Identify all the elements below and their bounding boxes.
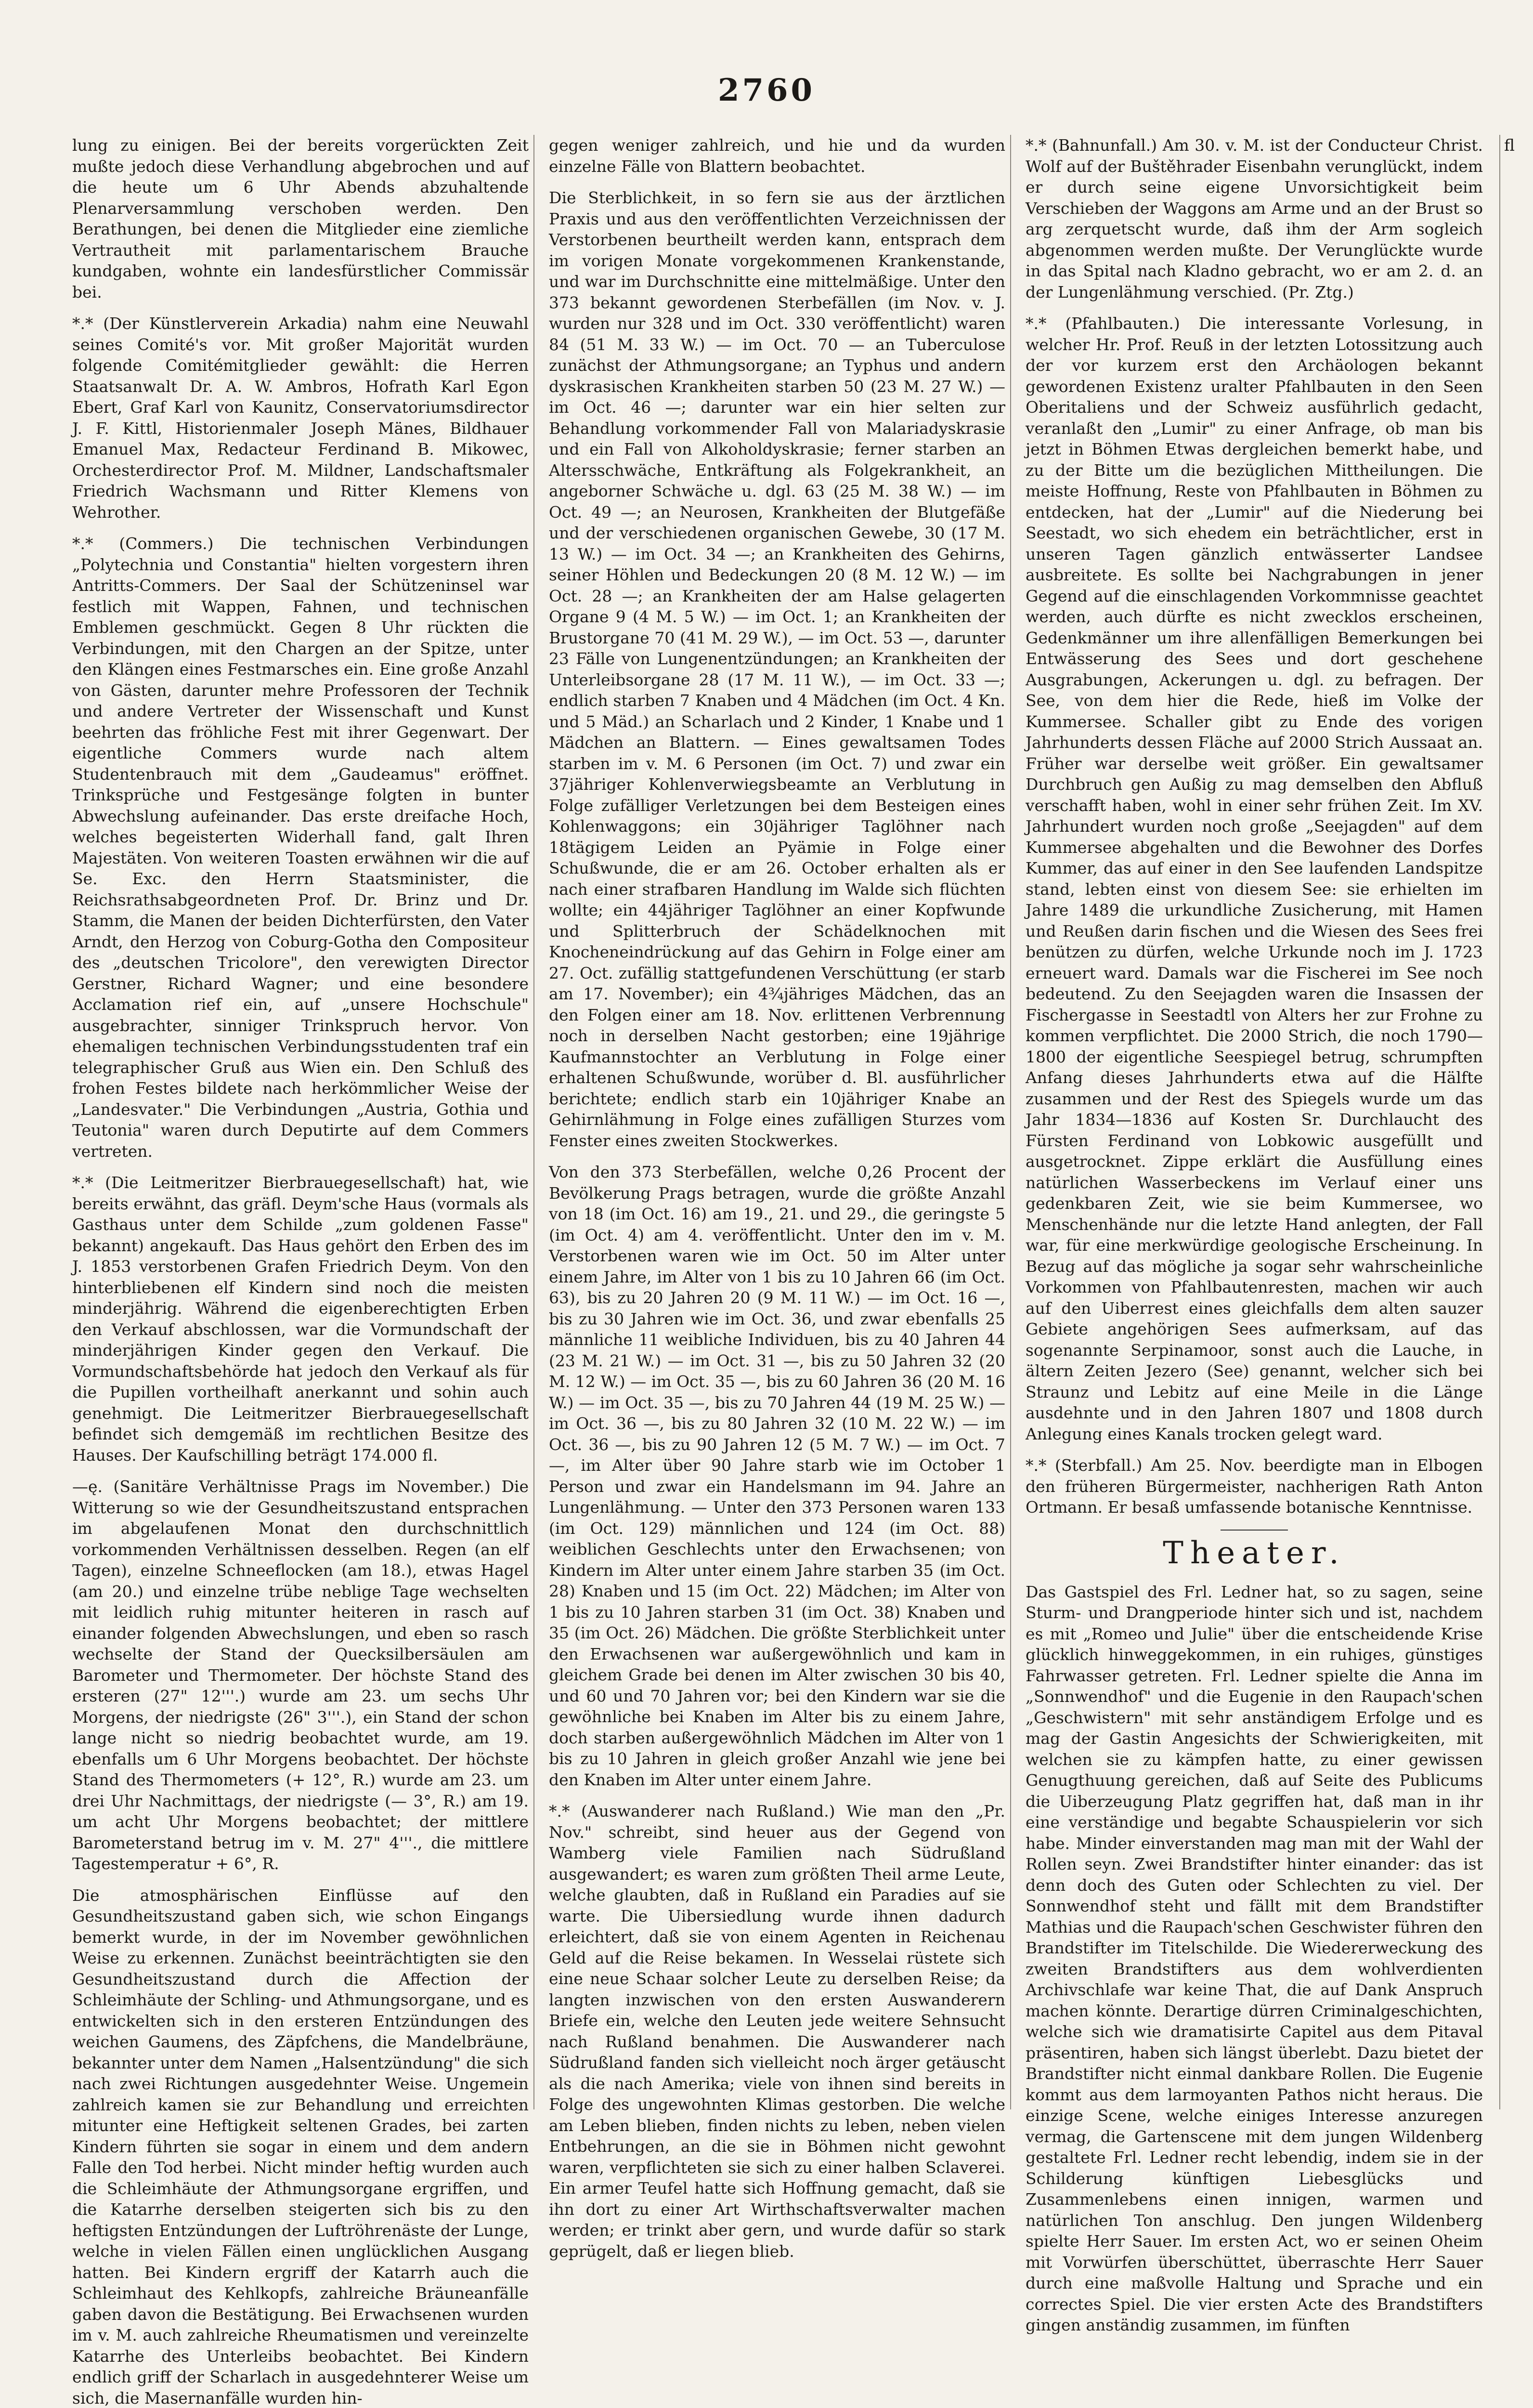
article-paragraph: Die atmosphärischen Einflüsse auf den Gesundheitszustand gaben sich, wie schon Eingangs bemerkt wurde, in der im November gewöhnlichen Weise zu erkennen. Zunächst beeinträchtigten sie den Gesundheitszustand durch die Affection der Schleimhäute der Schling- und Athmungsorgane, und es entwickelten sich in den ersteren Entzündungen des weichen Gaumens, des Zäpfchens, die Mandelbräune, bekannter unter dem Namen „Halsentzündung" die sich nach zwei Richtungen ausgedehnter Weise. Ungemein zahlreich kamen sie zur Behandlung und erreichten mitunter eine Heftigkeit seltenen Grades, bei zarten Kindern führten sie sogar in einem und dem andern Falle den Tod herbei. Nicht minder heftig wurden auch die Schleimhäute der Athmungsorgane ergriffen, und die Katarrhe derselben steigerten sich bis zu den heftigsten Entzündungen der Luftröhrenäste der Lunge, welche in vielen Fällen einen unglücklichen Ausgang hatten. Bei Kindern ergriff der Katarrh auch die Schleimhaut des Kehlkopfs, zahlreiche Bräuneanfälle gaben davon die Bestätigung. Bei Erwachsenen wurden im v. M. auch zahlreiche Rheumatismen und vereinzelte Katarrhe des Unterleibs beobachtet. Bei Kindern endlich griff der Scharlach in ausgedehnterer Weise um sich, die Masernanfälle wurden hin-: [72, 1885, 529, 2408]
article-paragraph: Von den 373 Sterbefällen, welche 0,26 Procent der Bevölkerung Prags betragen, wurde die größte Anzahl von 18 (im Oct. 16) am 19., 21. und 29., die geringste 5 (im Oct. 4) am 4. veröffentlicht. Unter den im v. M. Verstorbenen waren wie im Oct. 50 im Alter unter einem Jahre, im Alter von 1 bis zu 10 Jahren 66 (im Oct. 63), bis zu 20 Jahren 20 (9 M. 11 W.) — im Oct. 16 —, bis zu 30 Jahren wie im Oct. 36, und zwar ebenfalls 25 männliche 11 weibliche Individuen, bis zu 40 Jahren 44 (23 M. 21 W.) — im Oct. 31 —, bis zu 50 Jahren 32 (20 M. 12 W.) — im Oct. 35 —, bis zu 60 Jahren 36 (20 M. 16 W.) — im Oct. 35 —, bis zu 70 Jahren 44 (19 M. 25 W.) — im Oct. 36 —, bis zu 80 Jahren 32 (10 M. 22 W.) — im Oct. 36 —, bis zu 90 Jahren 12 (5 M. 7 W.) — im Oct. 7 —, im Alter über 90 Jahre starb wie im October 1 Person und zwar ein Handelsmann im 94. Jahre an Lungenlähmung. — Unter den 373 Personen waren 133 (im Oct. 129) männlichen und 124 (im Oct. 88) weiblichen Geschlechts unter den Erwachsenen; von Kindern im Alter unter einem Jahre starben 35 (im Oct. 28) Knaben und 15 (im Oct. 22) Mädchen; im Alter von 1 bis zu 10 Jahren starben 31 (im Oct. 38) Knaben und 35 (im Oct. 26) Mädchen. Die größte Sterblichkeit unter den Erwachsenen war außergewöhnlich und kam in gleichem Grade bei denen im Alter zwischen 30 bis 40, und 60 und 70 Jahren vor; bei den Kindern war sie die gewöhnliche bei Knaben im Alter bis zu einem Jahre, doch starben außergewöhnlich Mädchen im Alter von 1 bis zu 10 Jahren in gleich großer Anzahl wie jene bei den Knaben im Alter unter einem Jahre.: [549, 1162, 1005, 1790]
article-paragraph: gegen weniger zahlreich, und hie und da wurden einzelne Fälle von Blattern beobachtet.: [549, 135, 1005, 177]
article-paragraph: Das Gastspiel des Frl. Ledner hat, so zu sagen, seine Sturm- und Drangperiode hinter sich und ist, nachdem es mit „Romeo und Julie" über die entscheidende Krise glücklich hinweggekommen, in ein ruhiges, günstiges Fahrwasser getreten. Frl. Ledner spielte die Anna im „Sonnwendhof" und die Eugenie in den Raupach'schen „Geschwistern" mit sehr anständigem Erfolge und es mag der Gastin Angesichts der Schwierigkeiten, mit welchen sie zu kämpfen hatte, zu einer gewissen Genugthuung gereichen, daß auf Seite des Publicums die Uiberzeugung Platz gegriffen hat, daß man in ihr eine verständige und begabte Schauspielerin vor sich habe. Minder einverstanden mag man mit der Wahl der Rollen seyn. Zwei Brandstifter hinter einander: das ist denn doch des Guten oder Schlechten zu viel. Der Sonnwendhof steht und fällt mit dem Brandstifter Mathias und die Raupach'schen Geschwister führen den Brandstifter im Titelschilde. Die Wiedererweckung des zweiten Brandstifters aus dem wohlverdienten Archivschlafe war keine That, die auf Dank Anspruch machen könnte. Derartige dürren Criminalgeschichten, welche sich wie dramatisirte Capitel aus dem Pitaval präsentiren, haben sich längst überlebt. Dazu bietet der Brandstifter nicht einmal dankbare Rollen. Die Eugenie kommt aus dem larmoyanten Pathos nicht heraus. Die einzige Scene, welche einiges Interesse anzuregen vermag, die Gartenscene mit dem jungen Wildenberg gestaltete Frl. Ledner recht lebendig, indem sie in der Schilderung künftigen Liebesglücks und Zusammenlebens einen innigen, warmen und natürlichen Ton anschlug. Den jungen Wildenberg spielte Herr Sauer. Im ersten Act, wo er seinen Oheim mit Vorwürfen überschüttet, überraschte Herr Sauer durch eine maßvolle Haltung und Sprache und ein correctes Spiel. Die vier ersten Acte des Brandstifters gingen anständig zusammen, im fünften: [1026, 1582, 1483, 2336]
article-paragraph: *.* (Pfahlbauten.) Die interessante Vorlesung, in welcher Hr. Prof. Reuß in der letzten Lotossitzung auch der vor kurzem erst den Archäologen bekannt gewordenen Existenz uralter Pfahlbauten in den Seen Oberitaliens und der Schweiz ausführlich gedacht, veranlaßt den „Lumir" zu einer Anfrage, ob man bis jetzt in Böhmen Etwas dergleichen bemerkt habe, und zu der Bitte um die bezüglichen Mittheilungen. Die meiste Hoffnung, Reste von Pfahlbauten in Böhmen zu entdecken, hat der „Lumir" auf die Niederung bei Seestadt, wo sich ehedem ein beträchtlicher, erst in unseren Tagen gänzlich entwässerter Landsee ausbreitete. Es sollte bei Nachgrabungen in jener Gegend auf die einschlagenden Vorkommnisse geachtet werden, auch dürfte es nicht zwecklos erscheinen, Gedenkmänner um ihre allenfälligen Bemerkungen bei Entwässerung des Sees und dort geschehene Ausgrabungen, Ackerungen u. dgl. zu befragen. Der See, von dem hier die Rede, hieß im Volke der Kummersee. Schaller gibt zu Ende des vorigen Jahrhunderts dessen Fläche auf 2000 Strich Aussaat an. Früher war derselbe weit größer. Ein gewaltsamer Durchbruch gen Außig zu mag demselben den Abfluß verschafft haben, wohl in einer sehr frühen Zeit. Im XV. Jahrhundert wurden noch große „Seejagden" auf dem Kummersee abgehalten und die Bewohner des Dorfes Kummer, das auf einer in den See laufenden Landspitze stand, lebten einst von diesem See: sie erhielten im Jahre 1489 die urkundliche Zusicherung, mit Hamen und Reußen darin fischen und die Wiesen des Sees frei benützen zu dürfen, welche Urkunde noch im J. 1723 erneuert ward. Damals war die Fischerei im See noch bedeutend. Zu den Seejagden waren die Insassen der Fischergasse in Seestadtl von Alters her zur Frohne zu kommen verpflichtet. Die 2000 Strich, die noch 1790—1800 der eigentliche Seespiegel betrug, schrumpften Anfang dieses Jahrhunderts etwa auf die Hälfte zusammen und der Rest des Spiegels wurde um das Jahr 1834—1836 auf Kosten Sr. Durchlaucht des Fürsten Ferdinand von Lobkowic ausgefüllt und ausgetrocknet. Zippe erklärt die Ausfüllung eines natürlichen Wasserbeckens im Verlauf einer uns gedenkbaren Zeit, wie sie beim Kummersee, wo Menschenhände nur die letzte Hand anlegten, der Fall war, für eine merkwürdige geologische Erscheinung. In Bezug auf das mögliche ja sogar sehr wahrscheinliche Vorkommen von Pfahlbautenresten, machen wir auch auf den Uiberrest eines gleichfalls dem alten sauzer Gebiete angehörigen Sees aufmerksam, auf das sogenannte Serpinamoor, sonst auch die Lauche, in ältern Zeiten Jezero (See) genannt, welcher sich bei Straunz und Lebitz auf eine Meile in die Länge ausdehnte und in den Jahren 1807 und 1808 durch Anlegung eines Kanals trocken gelegt ward.: [1026, 313, 1483, 1444]
column-2: [549, 135, 1011, 2109]
article-paragraph: *.* (Die Leitmeritzer Bierbrauegesellschaft) hat, wie bereits erwähnt, das gräfl. Deym'sche Haus (vormals als Gasthaus unter dem Schilde „zum goldenen Fasse" bekannt) angekauft. Das Haus gehört den Erben des im J. 1853 verstorbenen Grafen Friedrich Deym. Von den hinterbliebenen elf Kindern sind noch die meisten minderjährig. Während die eigenberechtigten Erben den Verkauf abschlossen, war die Vormundschaft der minderjährigen Kinder gegen den Verkauf. Die Vormundschaftsbehörde hat jedoch den Verkauf als für die Pupillen vortheilhaft anerkannt und sohin auch genehmigt. Die Leitmeritzer Bierbrauegesellschaft befindet sich demgemäß im rechtlichen Besitze des Hauses. Der Kaufschilling beträgt 174.000 fl.: [72, 1172, 529, 1466]
article-paragraph: *.* (Sterbfall.) Am 25. Nov. beerdigte man in Elbogen den früheren Bürgermeister, nachherigen Rath Anton Ortmann. Er besaß umfassende botanische Kenntnisse.: [1026, 1455, 1483, 1518]
page-number: 2760: [0, 72, 1533, 108]
article-paragraph: lung zu einigen. Bei der bereits vorgerückten Zeit mußte jedoch diese Verhandlung abgebrochen und auf die heute um 6 Uhr Abends abzuhaltende Plenarversammlung verschoben werden. Den Berathungen, bei denen die Mitglieder eine ziemliche Vertrautheit mit parlamentarischem Brauche kundgaben, wohnte ein landesfürstlicher Commissär bei.: [72, 135, 529, 302]
article-paragraph: *.* (Bahnunfall.) Am 30. v. M. ist der Conducteur Christ. Wolf auf der Buštěhrader Eisenbahn verunglückt, indem er durch seine eigene Unvorsichtigkeit beim Verschieben der Waggons am Arme und an der Brust so arg zerquetscht wurde, daß ihm der Arm sogleich abgenommen werden mußte. Der Verunglückte wurde in das Spital nach Kladno gebracht, wo er am 2. d. an der Lungenlähmung verschied. (Pr. Ztg.): [1026, 135, 1483, 302]
article-paragraph: *.* (Der Künstlerverein Arkadia) nahm eine Neuwahl seines Comité's vor. Mit großer Majorität wurden folgende Comitémitglieder gewählt: die Herren Staatsanwalt Dr. A. W. Ambros, Hofrath Karl Egon Ebert, Graf Karl von Kaunitz, Conservatoriumsdirector J. F. Kittl, Historienmaler Joseph Mänes, Bildhauer Emanuel Max, Redacteur Ferdinand B. Mikowec, Orchesterdirector Prof. M. Mildner, Landschaftsmaler Friedrich Wachsmann und Ritter Klemens von Wehrother.: [72, 313, 529, 523]
text-columns: [72, 135, 1497, 2109]
section-divider: [1221, 1530, 1288, 1531]
article-paragraph: Die Sterblichkeit, in so fern sie aus der ärztlichen Praxis und aus den veröffentlichten Verzeichnissen der Verstorbenen beurtheilt werden kann, entsprach dem im vorigen Monate vorgekommenen Krankenstande, und war im Durchschnitte eine mittelmäßige. Unter den 373 bekannt gewordenen Sterbefällen (im Nov. v. J. wurden nur 328 und im Oct. 330 veröffentlicht) waren 84 (51 M. 33 W.) — im Oct. 70 — an Tuberculose zunächst der Athmungsorgane; an Typhus und andern dyskrasischen Krankheiten starben 50 (23 M. 27 W.) — im Oct. 46 —; darunter war ein hier selten zur Behandlung vorkommender Fall von Malariadyskrasie und ein Fall von Alkoholdyskrasie; ferner starben an Altersschwäche, Entkräftung als Folgekrankheit, an angeborner Schwäche u. dgl. 63 (25 M. 38 W.) — im Oct. 49 —; an Neurosen, Krankheiten der Blutgefäße und der verschiedenen organischen Gewebe, 30 (17 M. 13 W.) — im Oct. 34 —; an Krankheiten des Gehirns, seiner Höhlen und Bedeckungen 20 (8 M. 12 W.) — im Oct. 28 —; an Krankheiten der am Halse gelagerten Organe 9 (4 M. 5 W.) — im Oct. 1; an Krankheiten der Brustorgane 70 (41 M. 29 W.), — im Oct. 53 —, darunter 23 Fälle von Lungenentzündungen; an Krankheiten der Unterleibsorgane 28 (17 M. 11 W.), — im Oct. 33 —; endlich starben 7 Knaben und 4 Mädchen (im Oct. 4 Kn. und 5 Mäd.) an Scharlach und 2 Kinder, 1 Knabe und 1 Mädchen an Blattern. — Eines gewaltsamen Todes starben im v. M. 6 Personen (im Oct. 7) und zwar ein 37jähriger Kohlenverwiegsbeamte an Verblutung in Folge zufälliger Verletzungen bei dem Besteigen eines Kohlenwaggons; ein 30jähriger Taglöhner nach 18tägigem Leiden an Pyämie in Folge einer Schußwunde, die er am 26. October erhalten als er nach einer strafbaren Handlung im Walde sich flüchten wollte; ein 44jähriger Taglöhner an einer Kopfwunde und Splitterbruch der Schädelknochen mit Knocheneindrückung auf das Gehirn in Folge einer am 27. Oct. zufällig stattgefundenen Verschüttung (er starb am 17. November); ein 4¾jähriges Mädchen, das an den Folgen einer am 18. Nov. erlittenen Verbrennung noch in derselben Nacht gestorben; eine 19jährige Kaufmannstochter an Verblutung in Folge einer erhaltenen Schußwunde, worüber d. Bl. ausführlicher berichtete; endlich starb ein 10jähriger Knabe an Gehirnlähmung in Folge eines zufälligen Sturzes vom Fenster eines zweiten Stockwerkes.: [549, 187, 1005, 1151]
column-1: [72, 135, 534, 2109]
article-paragraph: —ę. (Sanitäre Verhältnisse Prags im November.) Die Witterung so wie der Gesundheitszustand entsprachen im abgelaufenen Monat den durchschnittlich vorkommenden Verhältnissen desselben. Regen (an elf Tagen), einzelne Schneeflocken (am 18.), etwas Hagel (am 20.) und einzelne trübe neblige Tage wechselten mit leidlich ruhig mitunter heiteren in rasch auf einander folgenden Abwechslungen, und eben so rasch wechselte der Stand der Quecksilbersäulen am Barometer und Thermometer. Der höchste Stand des ersteren (27" 12'''.) wurde am 23. um sechs Uhr Morgens, der niedrigste (26" 3'''.), ein Stand der schon lange nicht so niedrig beobachtet wurde, am 19. ebenfalls um 6 Uhr Morgens beobachtet. Der höchste Stand des Thermometers (+ 12°, R.) wurde am 23. um drei Uhr Nachmittags, der niedrigste (— 3°, R.) am 19. um acht Uhr Morgens beobachtet; der mittlere Barometerstand betrug im v. M. 27" 4'''., die mittlere Tagestemperatur + 6°, R.: [72, 1476, 529, 1874]
article-paragraph: *.* (Auswanderer nach Rußland.) Wie man den „Pr. Nov." schreibt, sind heuer aus der Gegend von Wamberg viele Familien nach Südrußland ausgewandert; es waren zum größten Theil arme Leute, welche glaubten, daß in Rußland ein Paradies auf sie warte. Die Uibersiedlung wurde ihnen dadurch erleichtert, daß sie von einem Agenten in Reichenau Geld auf die Reise bekamen. In Wesselai rüstete sich eine neue Schaar solcher Leute zu derselben Reise; da langten inzwischen von den ersten Auswanderern Briefe ein, welche den Leuten jede weitere Sehnsucht nach Rußland benahmen. Die Auswanderer nach Südrußland fanden sich vielleicht noch ärger getäuscht als die nach Amerika; viele von ihnen sind bereits in Folge des ungewohnten Klimas gestorben. Die welche am Leben blieben, finden nichts zu leben, neben vielen Entbehrungen, an die sie in Böhmen nicht gewohnt waren, verpflichteten sie sich zu einer halben Sclaverei. Ein armer Teufel hatte sich Hoffnung gemacht, daß sie ihn dort zu einer Art Wirthschaftsverwalter machen werden; er trinkt aber gern, und wurde dafür so stark geprügelt, daß er liegen blieb.: [549, 1801, 1005, 2262]
column-3: [1026, 135, 1488, 2109]
article-paragraph: *.* (Commers.) Die technischen Verbindungen „Polytechnia und Constantia" hielten vorgestern ihren Antritts-Commers. Der Saal der Schützeninsel war festlich mit Wappen, Fahnen, und technischen Emblemen geschmückt. Gegen 8 Uhr rückten die Verbindungen, mit den Chargen an der Spitze, unter den Klängen eines Festmarsches ein. Eine große Anzahl von Gästen, darunter mehre Professoren der Technik und andere Vertreter der Wissenschaft und Kunst beehrten das fröhliche Fest mit ihrer Gegenwart. Der eigentliche Commers wurde nach altem Studentenbrauch mit dem „Gaudeamus" eröffnet. Trinksprüche und Festgesänge folgten in bunter Abwechslung aufeinander. Das erste dreifache Hoch, welches begeisterten Widerhall fand, galt Ihren Majestäten. Von weiteren Toasten erwähnen wir die auf Se. Exc. den Herrn Staatsminister, die Reichsrathsabgeordneten Prof. Dr. Brinz und Dr. Stamm, die Manen der beiden Dichterfürsten, den Vater Arndt, den Herzog von Coburg-Gotha den Compositeur des „deutschen Tricolore", den verewigten Director Gerstner, Richard Wagner; und eine besondere Acclamation rief ein, auf „unsere Hochschule" ausgebrachter, sinniger Trinkspruch hervor. Von ehemaligen technischen Verbindungsstudenten traf ein telegraphischer Gruß aus Wien ein. Den Schluß des frohen Festes bildete nach herkömmlicher Weise der „Landesvater." Die Verbindungen „Austria, Gothia und Teutonia" waren durch Deputirte auf dem Commers vertreten.: [72, 533, 529, 1162]
edge-fragment: fl: [1499, 135, 1533, 2109]
section-heading: Theater.: [1026, 1535, 1483, 1571]
